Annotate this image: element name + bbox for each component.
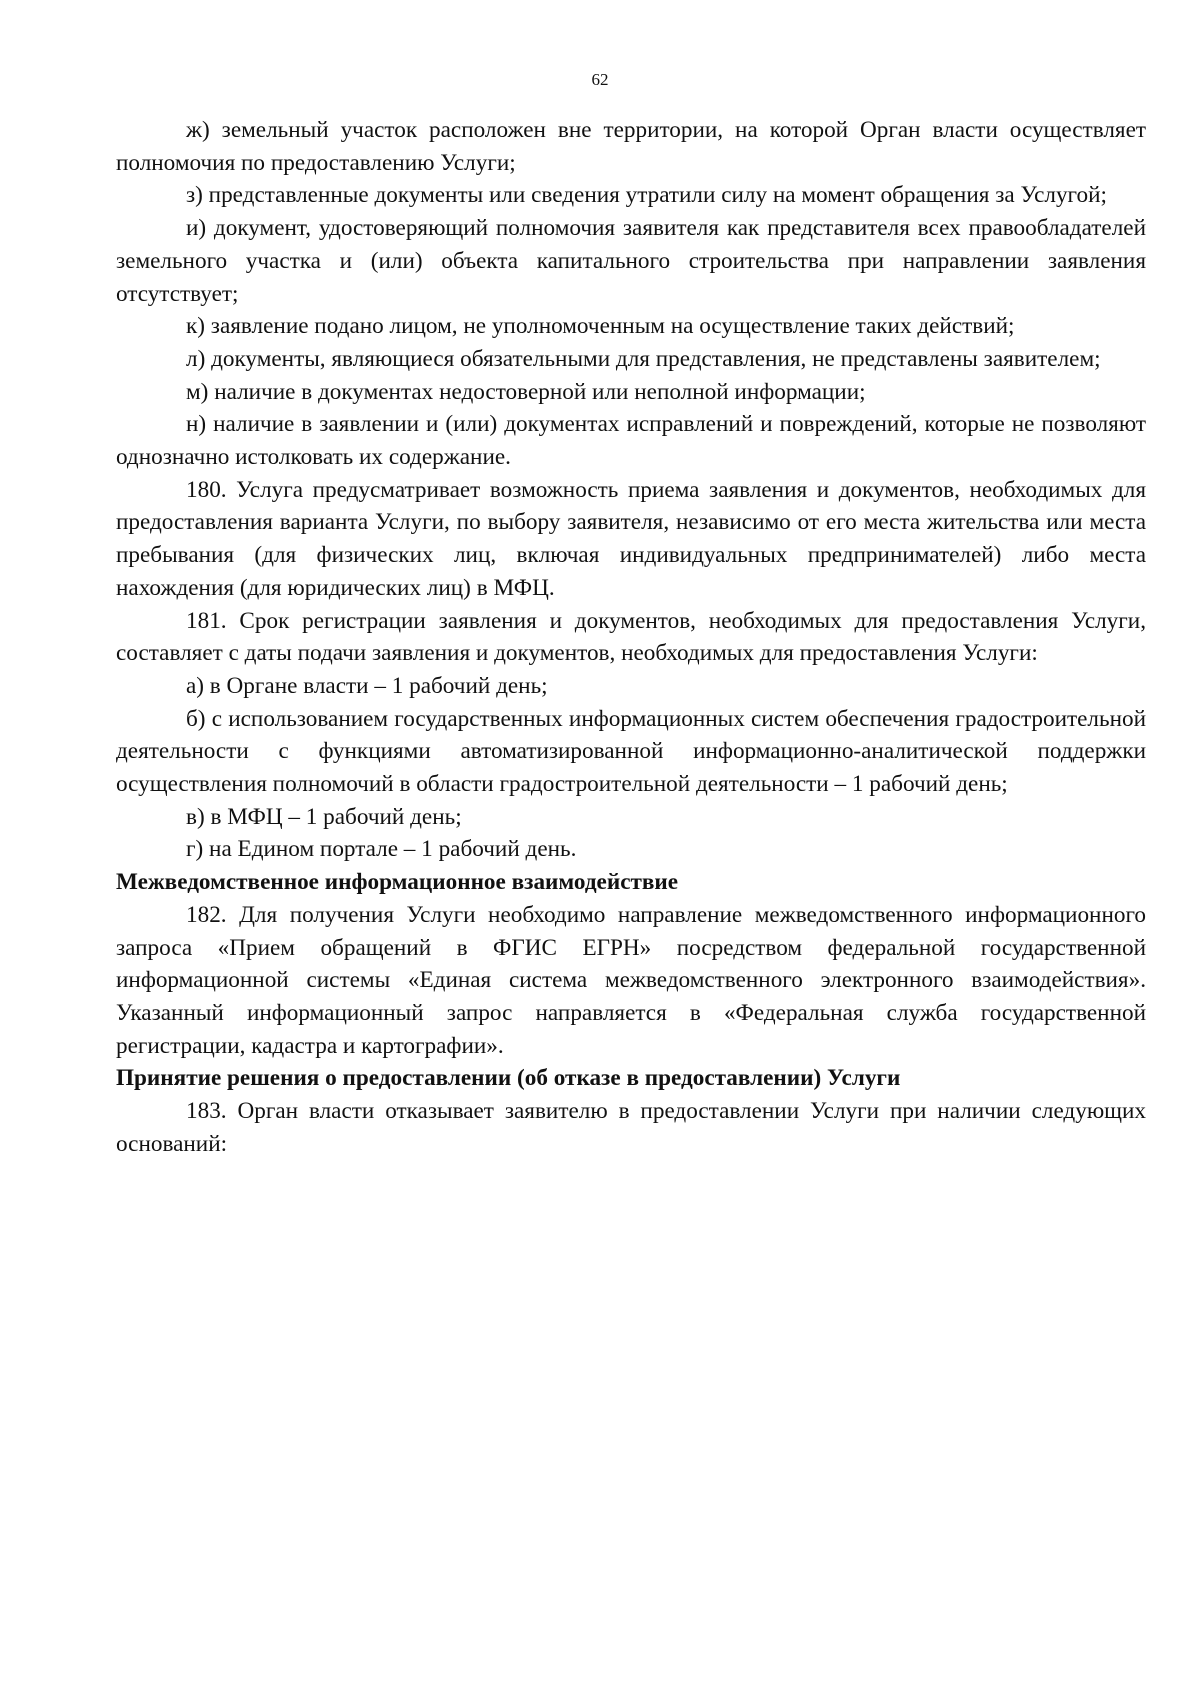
paragraph-183: 183. Орган власти отказывает заявителю в предоставлении Услуги при наличии следующих оснований: (116, 1098, 1146, 1157)
list-item: б) с использованием государственных информационных систем обеспечения градостроительной деятельности с функциями автоматизированной информационно-аналитической поддержки осуществления полномочий в области градостроительной деятельности – 1 рабочий день; (116, 705, 1146, 798)
page-number: 62 (591, 70, 609, 89)
section-heading-decision: Принятие решения о предоставлении (об отказе в предоставлении) Услуги (116, 1065, 901, 1092)
document-body (116, 114, 1146, 1161)
list-item: н) наличие в заявлении и (или) документах исправлений и повреждений, которые не позволяют однозначно истолковать их содержание. (116, 411, 1146, 471)
list-item: м) наличие в документах недостоверной или неполной информации; (186, 378, 866, 405)
list-item: в) в МФЦ – 1 рабочий день; (186, 803, 462, 830)
paragraph-182: 182. Для получения Услуги необходимо направление межведомственного информационного запроса «Прием обращений в ФГИС ЕГРН» посредством федеральной государственной информационной системы «Единая система межведомственного электронного взаимодействия». Указанный информационный запрос направляется в «Федеральная служба государственной регистрации, кадастра и картографии». (116, 901, 1146, 1059)
paragraph-180: 180. Услуга предусматривает возможность приема заявления и документов, необходимых для предоставления варианта Услуги, по выбору заявителя, независимо от его места жительства или места пребывания (для физических лиц, включая индивидуальных предпринимателей) либо места нахождения (для юридических лиц) в МФЦ. (116, 476, 1146, 601)
list-item: л) документы, являющиеся обязательными для представления, не представлены заявителем; (186, 345, 1101, 372)
list-item: к) заявление подано лицом, не уполномоченным на осуществление таких действий; (186, 313, 1015, 340)
list-item: ж) земельный участок расположен вне территории, на которой Орган власти осуществляет полномочия по предоставлению Услуги; (116, 117, 1146, 176)
list-item: з) представленные документы или сведения утратили силу на момент обращения за Услугой; (186, 182, 1107, 209)
list-item: а) в Органе власти – 1 рабочий день; (186, 672, 548, 699)
section-heading-interagency: Межведомственное информационное взаимодействие (116, 869, 679, 896)
paragraph-181: 181. Срок регистрации заявления и документов, необходимых для предоставления Услуги, составляет с даты подачи заявления и документов, необходимых для предоставления Услуги: (116, 607, 1146, 667)
list-item: и) документ, удостоверяющий полномочия заявителя как представителя всех правообладателей земельного участка и (или) объекта капитального строительства при направлении заявления отсутствует; (116, 215, 1146, 307)
list-item: г) на Едином портале – 1 рабочий день. (186, 836, 577, 863)
